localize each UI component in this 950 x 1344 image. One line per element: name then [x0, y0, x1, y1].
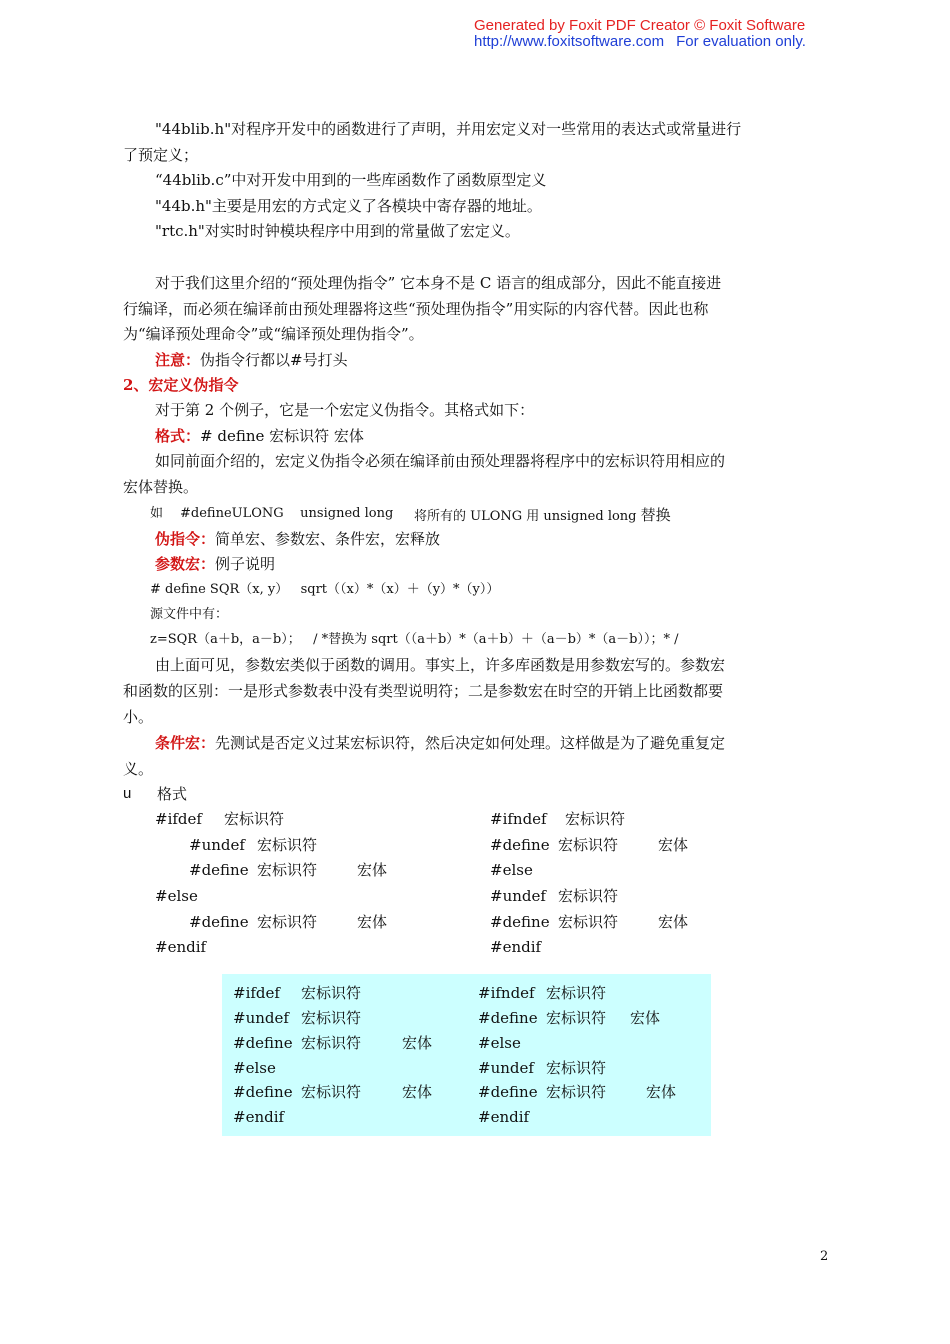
page-number: 2 — [820, 1249, 829, 1264]
watermark-url-line — [474, 34, 806, 50]
highlighted-code-box — [222, 974, 711, 1136]
pseudo-line — [155, 530, 440, 548]
para2-line3: 为“编译预处理命令”或“编译预处理伪指令”。 — [123, 325, 424, 343]
watermark-evaluation-note: For evaluation only. — [676, 33, 806, 50]
fmt-left-define2: #define — [189, 913, 249, 931]
para2-line2: 行编译，而必须在编译前由预处理器将这些“预处理伪指令”用实际的内容代替。因此也称 — [123, 300, 709, 318]
example-note — [414, 506, 671, 525]
fmt-right-else: #else — [490, 861, 533, 879]
param-para-line3: 小。 — [123, 708, 154, 726]
box-right-define2-body: 宏体 — [646, 1083, 677, 1101]
fmt-right-define1: #define — [490, 836, 550, 854]
section2-desc-line2: 宏体替换。 — [123, 478, 199, 496]
box-right-ifndef-id: 宏标识符 — [546, 984, 607, 1002]
box-right-undef: #undef — [478, 1059, 534, 1077]
box-left-define2: #define — [233, 1083, 293, 1101]
pseudo-text: 简单宏、参数宏、条件宏，宏释放 — [215, 530, 441, 548]
fmt-left-endif: #endif — [155, 938, 207, 956]
format-label: 格式： — [155, 427, 201, 445]
example-note-small: 将所有的 ULONG 用 unsigned long — [414, 509, 637, 524]
fmt-left-else: #else — [155, 887, 198, 905]
box-right-define2: #define — [478, 1083, 538, 1101]
bullet-marker: u — [123, 785, 132, 802]
fmt-right-ifndef-id: 宏标识符 — [565, 810, 626, 828]
fmt-right-define2-body: 宏体 — [658, 913, 689, 931]
example-prefix: 如 — [150, 506, 164, 521]
fmt-right-endif: #endif — [490, 938, 542, 956]
section2-intro: 对于第 2 个例子，它是一个宏定义伪指令。其格式如下： — [155, 401, 535, 419]
note-line — [155, 351, 348, 369]
fmt-left-undef: #undef — [189, 836, 245, 854]
watermark-generated-by: Generated by Foxit PDF Creator © Foxit Software — [474, 17, 806, 34]
section2-heading: 2、宏定义伪指令 — [123, 376, 239, 394]
box-left-ifdef-id: 宏标识符 — [301, 984, 362, 1002]
box-left-define1-body: 宏体 — [402, 1034, 433, 1052]
fmt-right-undef: #undef — [490, 887, 546, 905]
example-note-big: 替换 — [640, 506, 671, 524]
box-left-undef-id: 宏标识符 — [301, 1009, 362, 1027]
format-text: # define 宏标识符 宏体 — [200, 427, 364, 445]
fmt-left-ifdef: #ifdef — [155, 810, 202, 828]
note-label: 注意： — [155, 351, 201, 369]
fmt-left-undef-id: 宏标识符 — [257, 836, 318, 854]
code-sqr-usage: z=SQR（a＋b，a－b）； / *替换为 sqrt（（a＋b）*（a＋b）＋（a－b）*（a－b））；* / — [150, 632, 679, 647]
fmt-right-define2-id: 宏标识符 — [558, 913, 619, 931]
box-left-define1-id: 宏标识符 — [301, 1034, 362, 1052]
fmt-left-define1: #define — [189, 861, 249, 879]
box-right-endif: #endif — [478, 1108, 530, 1126]
box-right-define1-id: 宏标识符 — [546, 1009, 607, 1027]
box-right-define1: #define — [478, 1009, 538, 1027]
box-right-define1-body: 宏体 — [630, 1009, 661, 1027]
box-left-define2-body: 宏体 — [402, 1083, 433, 1101]
source-file-label: 源文件中有： — [150, 607, 229, 622]
fmt-right-define2: #define — [490, 913, 550, 931]
box-left-define2-id: 宏标识符 — [301, 1083, 362, 1101]
param-text: 例子说明 — [215, 555, 276, 573]
intro-p3: "44b.h"主要是用宏的方式定义了各模块中寄存器的地址。 — [155, 197, 542, 215]
cond-label: 条件宏： — [155, 734, 216, 752]
param-para-line1: 由上面可见，参数宏类似于函数的调用。事实上，许多库函数是用参数宏写的。参数宏 — [155, 656, 726, 674]
box-left-undef: #undef — [233, 1009, 289, 1027]
intro-p1-line1: "44blib.h"对程序开发中的函数进行了声明，并用宏定义对一些常用的表达式或常量进行 — [155, 120, 742, 138]
cond-line — [155, 734, 725, 752]
format-heading: 格式 — [157, 785, 188, 803]
box-right-ifndef: #ifndef — [478, 984, 535, 1002]
box-right-undef-id: 宏标识符 — [546, 1059, 607, 1077]
para2-line1: 对于我们这里介绍的“预处理伪指令” 它本身不是 C 语言的组成部分，因此不能直接进 — [155, 274, 722, 292]
box-left-else: #else — [233, 1059, 276, 1077]
note-text: 伪指令行都以#号打头 — [200, 351, 348, 369]
box-left-define1: #define — [233, 1034, 293, 1052]
example-code: #defineULONG unsigned long — [180, 506, 394, 521]
format-line — [155, 427, 364, 445]
fmt-right-ifndef: #ifndef — [490, 810, 547, 828]
fmt-right-undef-id: 宏标识符 — [558, 887, 619, 905]
pseudo-label: 伪指令： — [155, 530, 216, 548]
box-right-define2-id: 宏标识符 — [546, 1083, 607, 1101]
cond-line2: 义。 — [123, 760, 154, 778]
param-line — [155, 555, 275, 573]
box-left-endif: #endif — [233, 1108, 285, 1126]
intro-p1-line2: 了预定义； — [123, 146, 199, 164]
fmt-right-define1-id: 宏标识符 — [558, 836, 619, 854]
fmt-left-ifdef-id: 宏标识符 — [224, 810, 285, 828]
param-para-line2: 和函数的区别：一是形式参数表中没有类型说明符；二是参数宏在时空的开销上比函数都要 — [123, 682, 724, 700]
fmt-left-define1-body: 宏体 — [357, 861, 388, 879]
watermark-url[interactable]: http://www.foxitsoftware.com — [474, 33, 665, 50]
section2-desc-line1: 如同前面介绍的，宏定义伪指令必须在编译前由预处理器将程序中的宏标识符用相应的 — [155, 452, 726, 470]
cond-text: 先测试是否定义过某宏标识符，然后决定如何处理。这样做是为了避免重复定 — [215, 734, 726, 752]
fmt-left-define2-id: 宏标识符 — [257, 913, 318, 931]
fmt-left-define1-id: 宏标识符 — [257, 861, 318, 879]
param-label: 参数宏： — [155, 555, 216, 573]
intro-p2: “44blib.c”中对开发中用到的一些库函数作了函数原型定义 — [155, 171, 547, 189]
box-left-ifdef: #ifdef — [233, 984, 280, 1002]
code-define-sqr: # define SQR（x, y） sqrt（（x）*（x）＋（y）*（y）） — [150, 582, 500, 597]
fmt-left-define2-body: 宏体 — [357, 913, 388, 931]
intro-p4: "rtc.h"对实时时钟模块程序中用到的常量做了宏定义。 — [155, 222, 520, 240]
fmt-right-define1-body: 宏体 — [658, 836, 689, 854]
box-right-else: #else — [478, 1034, 521, 1052]
